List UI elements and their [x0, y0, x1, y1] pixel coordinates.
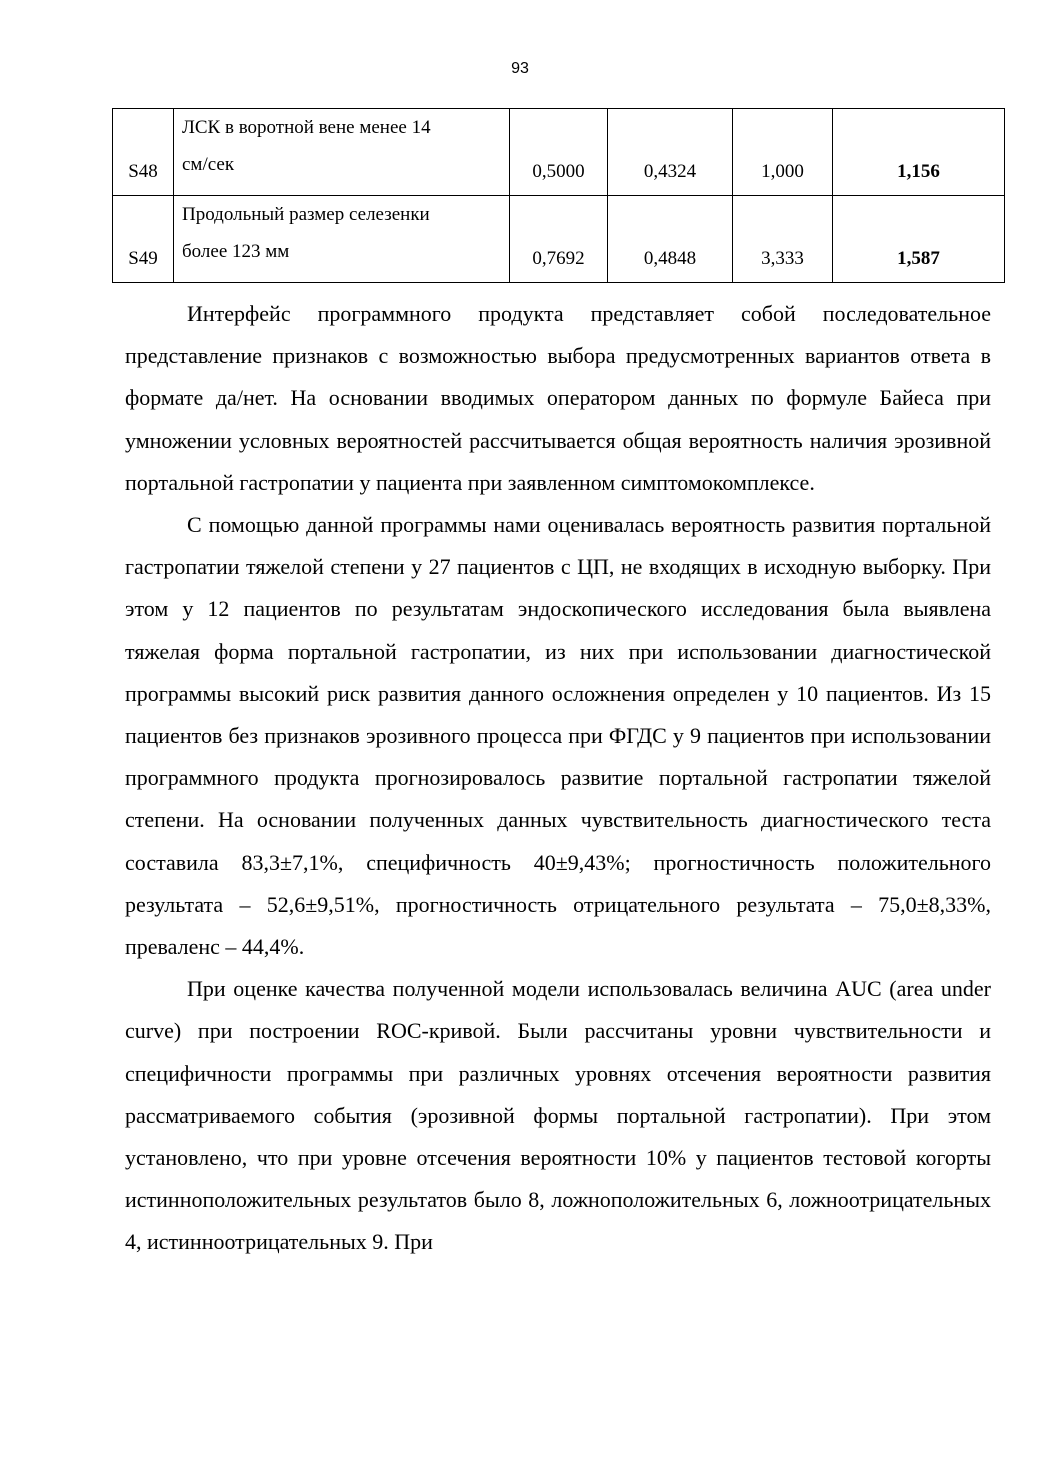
row-name-line: см/сек: [182, 154, 235, 175]
row-code: S49: [113, 196, 174, 283]
row-code: S48: [113, 109, 174, 196]
row-name-line: ЛСК в воротной вене менее 14: [182, 117, 431, 138]
row-name: [174, 196, 510, 283]
row-value-4: 1,156: [833, 109, 1005, 196]
row-name-line: Продольный размер селезенки: [182, 204, 430, 225]
row-value-3: 3,333: [733, 196, 833, 283]
row-name-line: более 123 мм: [182, 241, 290, 262]
row-value-1: 0,5000: [510, 109, 608, 196]
row-value-4: 1,587: [833, 196, 1005, 283]
row-value-2: 0,4848: [608, 196, 733, 283]
paragraph-evaluation: С помощью данной программы нами оценивалась вероятность развития портальной гастропатии тяжелой степени у 27 пациентов с ЦП, не входящих в исходную выборку. При этом у 12 пациентов по результатам эндоскопического исследования была выявлена тяжелая форма портальной гастропатии, из них при использовании диагностической программы высокий риск развития данного осложнения определен у 10 пациентов. Из 15 пациентов без признаков эрозивного процесса при ФГДС у 9 пациентов при использовании программного продукта прогнозировалось развитие портальной гастропатии тяжелой степени. На основании полученных данных чувствительность диагностического теста составила 83,3±7,1%, специфичность 40±9,43%; прогностичность положительного результата – 52,6±9,51%, прогностичность отрицательного результата – 75,0±8,33%, преваленс – 44,4%.: [125, 512, 991, 960]
row-value-2: 0,4324: [608, 109, 733, 196]
paragraph-auc: При оценке качества полученной модели использовалась величина AUC (area under curve) при построении ROC-кривой. Были рассчитаны уровни чувствительности и специфичности программы при различных уровнях отсечения вероятности развития рассматриваемого события (эрозивной формы портальной гастропатии). При этом установлено, что при уровне отсечения вероятности 10% у пациентов тестовой когорты истинноположительных результатов было 8, ложноположительных 6, ложноотрицательных 4, истинноотрицательных 9. При: [125, 976, 991, 1255]
table-row: [113, 109, 1005, 196]
row-value-1: 0,7692: [510, 196, 608, 283]
body-text: [125, 293, 991, 1264]
page-number: 93: [511, 60, 529, 77]
table-row: [113, 196, 1005, 283]
paragraph-interface: Интерфейс программного продукта представляет собой последовательное представление признаков с возможностью выбора предусмотренных вариантов ответа в формате да/нет. На основании вводимых оператором данных по формуле Байеса при умножении условных вероятностей рассчитывается общая вероятность наличия эрозивной портальной гастропатии у пациента при заявленном симптомокомплексе.: [125, 301, 991, 495]
data-table: [112, 108, 1005, 283]
row-value-3: 1,000: [733, 109, 833, 196]
row-name: [174, 109, 510, 196]
